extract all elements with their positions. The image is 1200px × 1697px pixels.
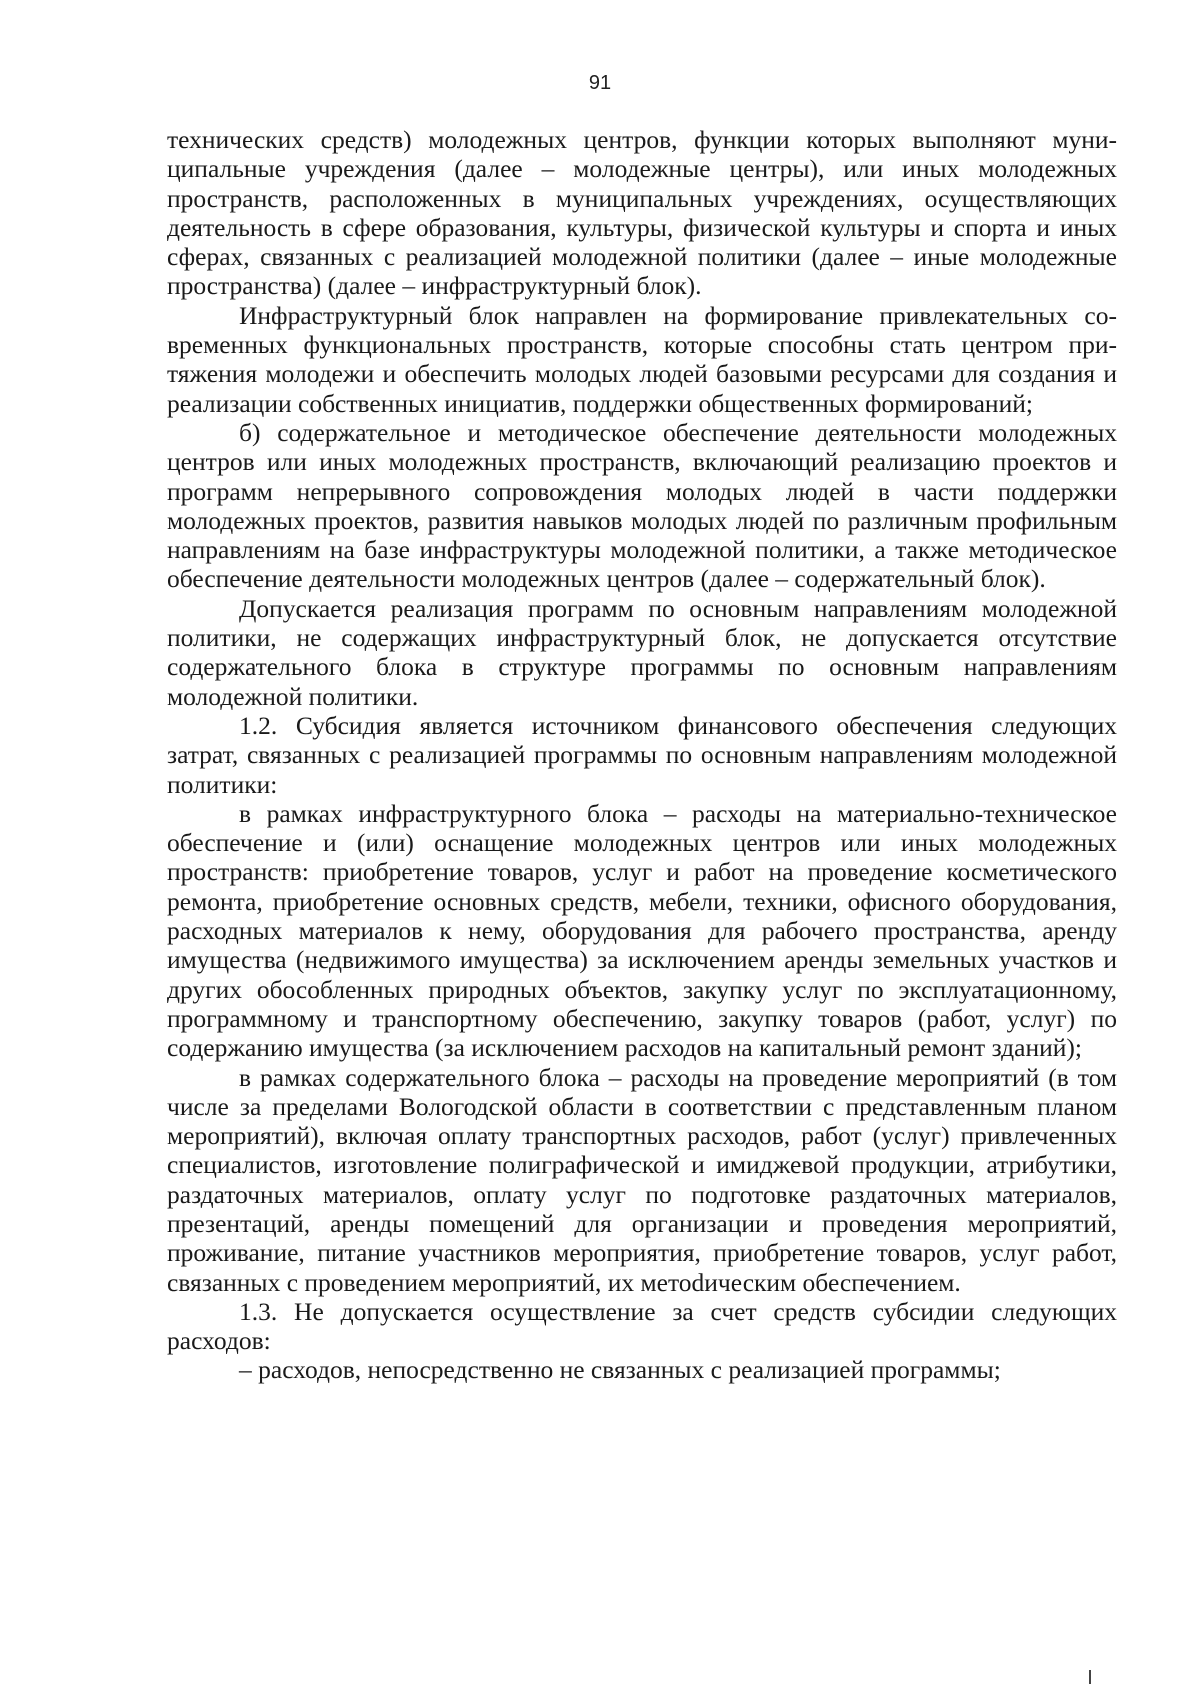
paragraph-infrastructure-purpose: Инфраструктурный блок направлен на формирование привлекательных современных функциональных пространств, которые способны стать центром притяжения молодежи и обеспечить молодых людей базовыми ресурсами для создания и реализации собственных инициатив, поддержки общественных формирований; — [167, 300, 1117, 418]
paragraph-permission: Допускается реализация программ по основным направлениям молодежной политики, не содержащих инфраструктурный блок, не допускается отсутствие содержательного блока в структуре программы по основным направлениям молодежной политики. — [167, 593, 1117, 711]
list-item-unrelated-expenses: – расходов, непосредственно не связанных с реализацией программы; — [239, 1355, 1001, 1385]
scan-mark — [1089, 1670, 1091, 1684]
paragraph-content-expenses: в рамках содержательного блока – расходы на проведение мероприятий (в том числе за пределами Вологодской области в соответствии с представленным планом мероприятий), включая оплату транспортных расходов, работ (услуг) привлеченных специалистов, изготовление полиграфической и имиджевой продукции, атрибутики, раздаточных материалов, оплату услуг по подготовке раздаточных материалов, презентаций, аренды помещений для организации и проведения мероприятий, проживание, питание участников мероприятия, приобретение товаров, услуг работ, связанных с проведением мероприятий, их метоdическим обеспечением. — [167, 1062, 1117, 1297]
paragraph-infrastructure-expenses: в рамках инфраструктурного блока – расходы на материально-техническое обеспечение и (или) оснащение молодежных центров или иных молодежных пространств: приобретение товаров, услуг и работ на проведение косметического ремонта, приобретение основных средств, мебели, техники, офисного оборудования, расходных материалов к нему, оборудования для рабочего пространства, аренду имущества (недвижимого имущества) за исключением аренды земельных участков и других обособленных природных объектов, закупку услуг по эксплуатационному, программному и транспортному обеспечению, закупку товаров (работ, услуг) по содержанию имущества (за исключением расходов на капитальный ремонт зданий); — [167, 798, 1117, 1063]
paragraph-content-block: б) содержательное и методическое обеспечение деятельности молодежных центров или иных молодежных пространств, включающий реализацию проектов и программ непрерывного сопровождения молодых людей в части поддержки молодежных проектов, развития навыков молодых людей по различным профильным направлениям на базе инфраструктуры молодежной политики, а также методическое обеспечение деятельности молодежных центров (далее – содержательный блок). — [167, 417, 1117, 594]
paragraph-continuation: технических средств) молодежных центров, функции которых выполняют муниципальные учреждения (далее – молодежные центры), или иных молодежных пространств, расположенных в муниципальных учреждениях, осуществляющих деятельность в сфере образования, культуры, физической культуры и спорта и иных сферах, связанных с реализацией молодежной политики (далее – иные молодежные пространства) (далее – инфраструктурный блок). — [167, 125, 1117, 301]
paragraph-section-1-3: 1.3. Не допускается осуществление за счет средств субсидии следующих расходов: — [167, 1296, 1117, 1356]
document-body — [167, 125, 1117, 1385]
page-number: 91 — [588, 72, 612, 94]
paragraph-section-1-2: 1.2. Субсидия является источником финансового обеспечения следующих затрат, связанных с реализацией программы по основным направлениям молодежной политики: — [167, 710, 1117, 799]
